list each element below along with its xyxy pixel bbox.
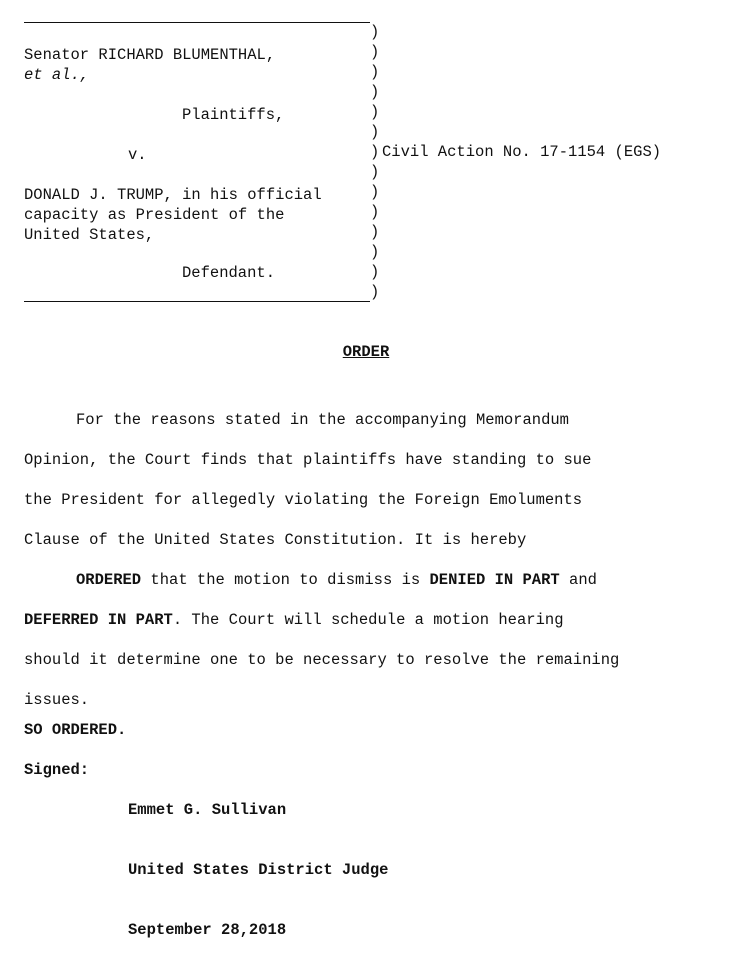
order-line: Clause of the United States Constitution. It is hereby xyxy=(24,531,527,549)
caption-top-rule xyxy=(24,22,370,23)
order-title: ORDER xyxy=(342,343,390,361)
defendant-name: DONALD J. TRUMP, in his official xyxy=(24,186,322,204)
so-ordered: SO ORDERED. xyxy=(24,721,127,739)
order-line: should it determine one to be necessary to resolve the remaining xyxy=(24,651,620,669)
ordered-bold: ORDERED xyxy=(76,571,142,589)
order-line: Opinion, the Court finds that plaintiffs have standing to sue xyxy=(24,451,592,469)
signed-label: Signed: xyxy=(24,761,90,779)
caption-paren: ) xyxy=(370,183,380,201)
caption-paren: ) xyxy=(370,243,380,261)
caption-paren: ) xyxy=(370,263,380,281)
order-line-deferred xyxy=(24,600,724,640)
civil-action-number: Civil Action No. 17-1154 (EGS) xyxy=(382,143,662,161)
caption-paren-column xyxy=(370,22,379,302)
ordered-text-tail: and xyxy=(559,571,597,589)
plaintiff-role: Plaintiffs, xyxy=(182,106,285,124)
caption-paren: ) xyxy=(370,43,380,61)
order-line: For the reasons stated in the accompanying Memorandum xyxy=(76,411,569,429)
signer-name: Emmet G. Sullivan xyxy=(128,801,287,819)
versus-label: v. xyxy=(128,146,147,164)
order-line-ordered xyxy=(24,560,724,600)
caption-paren: ) xyxy=(370,143,380,161)
caption-paren: ) xyxy=(370,63,380,81)
defendant-capacity: capacity as President of the xyxy=(24,206,285,224)
caption-paren: ) xyxy=(370,23,380,41)
defendant-office: United States, xyxy=(24,226,155,244)
caption-paren: ) xyxy=(370,163,380,181)
signer-info xyxy=(128,760,388,980)
plaintiff-name: Senator RICHARD BLUMENTHAL, xyxy=(24,46,276,64)
caption-paren: ) xyxy=(370,83,380,101)
deferred-bold: DEFERRED IN PART xyxy=(24,611,173,629)
plaintiff-et-al: et al., xyxy=(24,66,90,84)
order-line: issues. xyxy=(24,691,90,709)
ordered-text: that the motion to dismiss is xyxy=(141,571,430,589)
defendant-role: Defendant. xyxy=(182,264,276,282)
signature-date: September 28,2018 xyxy=(128,921,287,939)
signer-title: United States District Judge xyxy=(128,861,389,879)
caption-paren: ) xyxy=(370,203,380,221)
denied-bold: DENIED IN PART xyxy=(429,571,560,589)
caption-bottom-rule xyxy=(24,301,370,302)
order-body xyxy=(24,400,724,720)
caption-paren: ) xyxy=(370,283,380,301)
caption-paren: ) xyxy=(370,103,380,121)
caption-paren: ) xyxy=(370,223,380,241)
case-caption xyxy=(24,22,372,302)
caption-paren: ) xyxy=(370,123,380,141)
order-line: the President for allegedly violating the Foreign Emoluments xyxy=(24,491,583,509)
deferred-text: . The Court will schedule a motion hearing xyxy=(172,611,564,629)
